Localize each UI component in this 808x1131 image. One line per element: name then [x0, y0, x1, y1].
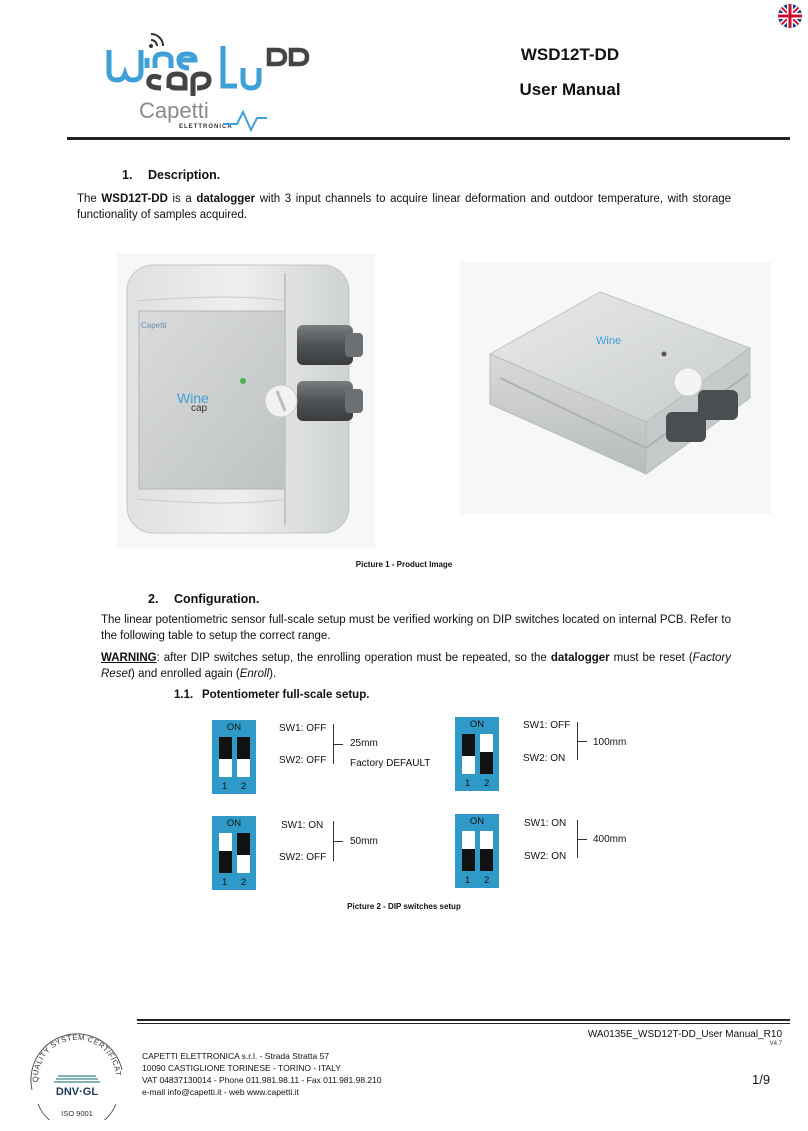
desc-text-1: The — [77, 193, 102, 205]
dip-slot-2 — [480, 734, 493, 774]
dip-slot-1 — [462, 831, 475, 871]
svg-text:Wine: Wine — [596, 335, 622, 347]
config-3-bracket-tick — [333, 841, 343, 842]
footer-address — [142, 1050, 382, 1098]
dip-number-2: 2 — [484, 778, 490, 789]
document-code: WSD12T-DD — [520, 45, 620, 64]
brand-logo — [105, 28, 315, 132]
warning-datalogger: datalogger — [550, 652, 610, 664]
seal-dnv-text: DNV·GL — [55, 1086, 99, 1098]
product-image-front — [117, 253, 375, 548]
dip-number-1: 1 — [465, 778, 471, 789]
section-2-number: 2. — [148, 592, 159, 606]
iso-certification-seal — [24, 1030, 130, 1120]
footer-version: V4.7 — [769, 1041, 782, 1047]
desc-text-2: is a — [167, 193, 197, 205]
warning-text-4: ). — [269, 668, 277, 680]
section-1-number: 1. — [122, 168, 133, 182]
device-logo-label: Wine — [177, 390, 209, 406]
config-1-note: Factory DEFAULT — [350, 758, 431, 769]
section-2-heading — [148, 592, 259, 606]
section-2-paragraph: The linear potentiometric sensor full-scale setup must be verified working on DIP switches located on internal PCB. Refer to the following table to setup the correct range. — [101, 614, 731, 642]
config-1-bracket-tick — [333, 744, 343, 745]
address-line-3: VAT 04837130014 - Phone 011.981.98.11 - Fax 011.981.98.210 — [142, 1075, 382, 1085]
warning-enroll: Enroll — [239, 668, 270, 680]
page-number: 1/9 — [752, 1072, 771, 1087]
config-2-bracket-tick — [577, 741, 587, 742]
config-4-sw1: SW1: ON — [524, 818, 567, 829]
warning-label: WARNING — [101, 652, 157, 664]
dip-number-2: 2 — [241, 781, 247, 792]
warning-factory-reset: Factory Reset — [101, 652, 732, 680]
dip-on-label: ON — [469, 816, 485, 827]
config-4-sw2: SW2: ON — [524, 851, 567, 862]
section-1-heading — [122, 168, 220, 182]
section-1-title: Description. — [148, 168, 221, 182]
address-line-4: e-mail info@capetti.it - web www.capetti.it — [142, 1087, 299, 1097]
dip-switch-config-1 — [212, 720, 256, 794]
uk-flag-icon — [778, 4, 802, 28]
footer-doc-code: WA0135E_WSD12T-DD_User Manual_R10 — [587, 1029, 782, 1040]
picture-2-caption: Picture 2 - DIP switches setup — [347, 902, 461, 911]
dip-slot-1 — [219, 737, 232, 777]
dip-slot-2 — [237, 737, 250, 777]
dip-number-2: 2 — [241, 877, 247, 888]
config-1-sw1: SW1: OFF — [279, 723, 327, 734]
dip-switch-config-3 — [212, 816, 256, 890]
dip-slot-2 — [237, 833, 250, 873]
desc-datalogger: datalogger — [196, 193, 256, 205]
config-4-bracket-tick — [577, 839, 587, 840]
config-2-range: 100mm — [593, 737, 627, 748]
config-1-sw2: SW2: OFF — [279, 755, 327, 766]
subsection-title: Potentiometer full-scale setup. — [202, 689, 370, 701]
desc-product-name: WSD12T-DD — [101, 193, 168, 205]
dip-slot-1 — [219, 833, 232, 873]
warning-text-3: ) and enrolled again ( — [131, 668, 240, 680]
picture-1-caption: Picture 1 - Product Image — [355, 560, 453, 569]
footer-rule-thick — [137, 1019, 790, 1021]
dip-number-2: 2 — [484, 875, 490, 886]
svg-text:QUALITY SYSTEM CERTIFICATION: QUALITY SYSTEM CERTIFICAT — [30, 1032, 124, 1083]
config-4-range: 400mm — [593, 834, 627, 845]
subsection-heading — [174, 689, 369, 701]
svg-text:Capetti: Capetti — [139, 98, 209, 123]
section-2-title: Configuration. — [174, 592, 260, 606]
config-3-sw2: SW2: OFF — [279, 852, 327, 863]
document-type: User Manual — [519, 80, 621, 99]
footer-rule-thin — [137, 1023, 790, 1024]
dip-switch-config-4 — [455, 814, 499, 888]
dip-switch-config-2 — [455, 717, 499, 791]
dip-slot-1 — [462, 734, 475, 774]
config-2-sw1: SW1: OFF — [523, 720, 571, 731]
seal-iso-text: ISO 9001 — [61, 1109, 93, 1118]
dip-on-label: ON — [469, 719, 485, 730]
svg-text:ELETTRONICA: ELETTRONICA — [179, 124, 233, 130]
dip-slot-2 — [480, 831, 493, 871]
svg-text:cap: cap — [191, 403, 208, 414]
dip-number-1: 1 — [222, 781, 228, 792]
desc-text-3: with 3 input channels to acquire linear deformation and outdoor temperature, with storage functionality of samples acquired. — [77, 193, 732, 221]
config-1-range: 25mm — [350, 738, 378, 749]
warning-text-2: must be reset ( — [609, 652, 693, 664]
warning-text-1: : after DIP switches setup, the enrolling operation must be repeated, so the — [156, 652, 551, 664]
dip-number-1: 1 — [222, 877, 228, 888]
product-image-iso — [460, 262, 771, 514]
config-3-range: 50mm — [350, 836, 378, 847]
header-rule — [67, 137, 790, 140]
dip-on-label: ON — [226, 818, 242, 829]
dip-on-label: ON — [226, 722, 242, 733]
device-brand-label: Capetti — [141, 321, 167, 330]
config-2-sw2: SW2: ON — [523, 753, 566, 764]
warning-paragraph — [101, 650, 731, 682]
address-line-2: 10090 CASTIGLIONE TORINESE - TORINO - ITALY — [142, 1063, 341, 1073]
dip-number-1: 1 — [465, 875, 471, 886]
subsection-number: 1.1. — [174, 689, 194, 701]
section-1-description — [77, 191, 731, 223]
address-line-1: CAPETTI ELETTRONICA s.r.l. - Strada Stratta 57 — [142, 1051, 330, 1061]
config-3-sw1: SW1: ON — [281, 820, 324, 831]
